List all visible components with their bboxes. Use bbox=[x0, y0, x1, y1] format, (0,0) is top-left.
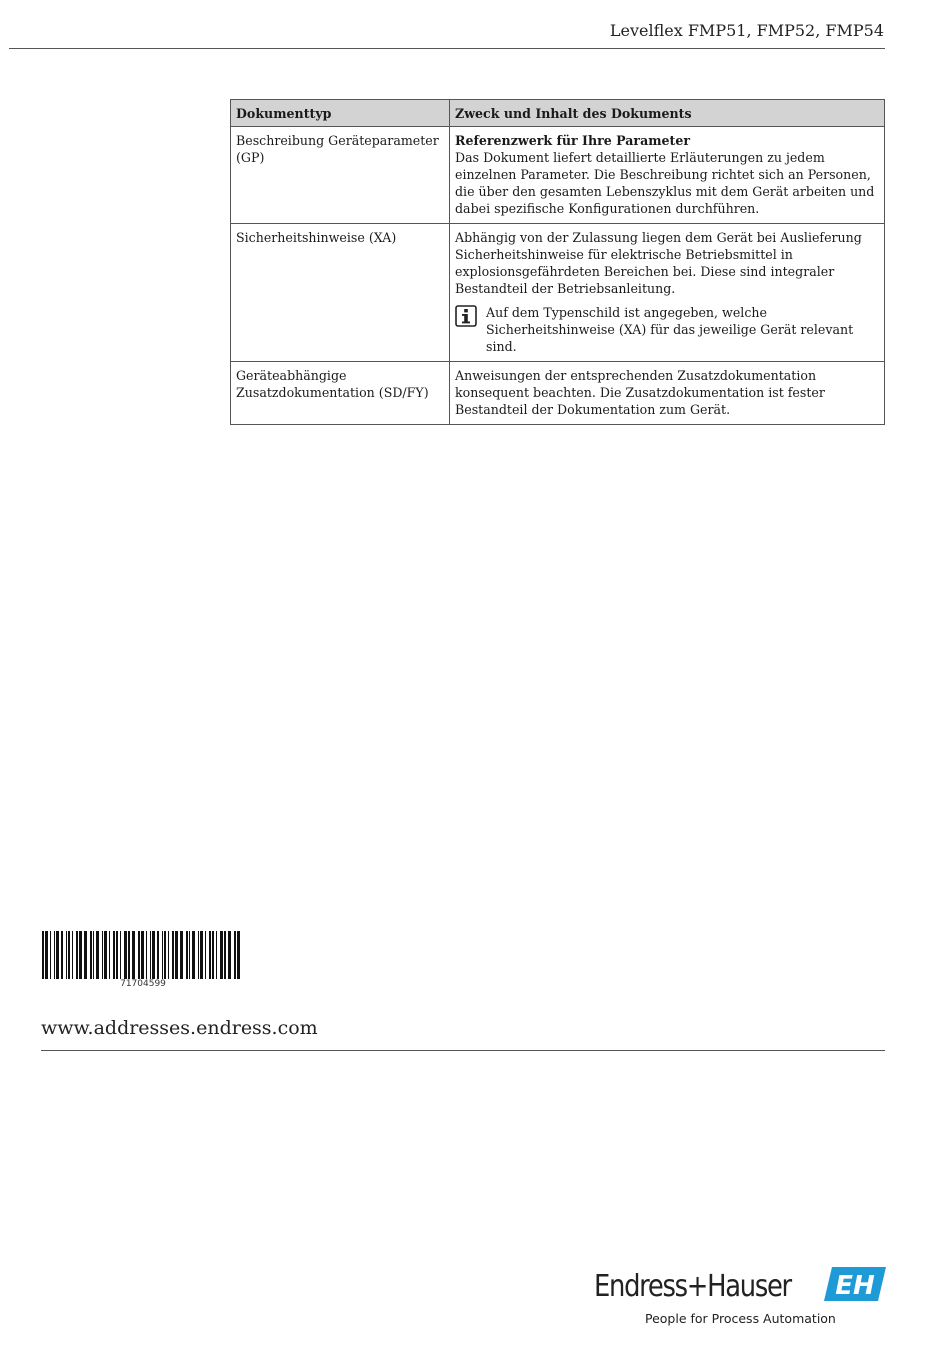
column-header-purpose: Zweck und Inhalt des Dokuments bbox=[450, 100, 885, 127]
barcode-bar bbox=[212, 931, 214, 979]
barcode-bar bbox=[104, 931, 107, 979]
table-row bbox=[231, 127, 885, 224]
logo-wordmark: Endress+Hauser bbox=[594, 1269, 791, 1304]
logo-mark-text: EH bbox=[835, 1271, 875, 1301]
barcode-bar bbox=[162, 931, 163, 979]
barcode-bar bbox=[54, 931, 55, 979]
table-row bbox=[231, 362, 885, 425]
barcode-bar bbox=[45, 931, 48, 979]
barcode-bar bbox=[79, 931, 82, 979]
barcode-bar bbox=[192, 931, 195, 979]
barcode-bar bbox=[66, 931, 67, 979]
barcode-bar bbox=[68, 931, 70, 979]
barcode-bar bbox=[157, 931, 159, 979]
barcode-bar bbox=[50, 931, 51, 979]
barcode-bar bbox=[120, 931, 121, 979]
barcode-bar bbox=[124, 931, 127, 979]
barcode-bar bbox=[186, 931, 188, 979]
purpose-text: Das Dokument liefert detaillierte Erläuterungen zu jedem einzelnen Parameter. Die Beschreibung richtet sich an Personen, die über den gesamten Lebenszyklus mit dem Gerät arbeiten und dabei spezifische Konfigurationen durchführen. bbox=[455, 150, 875, 216]
barcode-bar bbox=[128, 931, 130, 979]
barcode-bar bbox=[175, 931, 178, 979]
barcode-bar bbox=[96, 931, 99, 979]
document-type-cell: Beschreibung Geräteparameter (GP) bbox=[231, 127, 450, 224]
barcode-bar bbox=[150, 931, 151, 979]
barcode-bar bbox=[93, 931, 94, 979]
column-header-document-type: Dokumenttyp bbox=[231, 100, 450, 127]
info-note bbox=[455, 304, 879, 355]
barcode-bar bbox=[198, 931, 199, 979]
barcode-bar bbox=[72, 931, 73, 979]
website-link[interactable]: www.addresses.endress.com bbox=[41, 1017, 318, 1039]
barcode-bar bbox=[152, 931, 155, 979]
logo-tagline: People for Process Automation bbox=[645, 1311, 836, 1326]
barcode-bar bbox=[220, 931, 223, 979]
barcode-bar bbox=[116, 931, 118, 979]
barcode-bar bbox=[234, 931, 236, 979]
barcode-bar bbox=[180, 931, 183, 979]
barcode-bar bbox=[61, 931, 63, 979]
document-title: Levelflex FMP51, FMP52, FMP54 bbox=[609, 21, 884, 40]
header-divider bbox=[9, 48, 885, 49]
barcode-bar bbox=[168, 931, 169, 979]
barcode-bar bbox=[90, 931, 92, 979]
table-row bbox=[231, 224, 885, 362]
barcode-bar bbox=[141, 931, 144, 979]
barcode-bar bbox=[42, 931, 44, 979]
note-text: Auf dem Typenschild ist angegeben, welche Sicherheitshinweise (XA) für das jeweilige Gerät relevant sind. bbox=[486, 305, 854, 354]
barcode-bar bbox=[113, 931, 115, 979]
purpose-title: Referenzwerk für Ihre Parameter bbox=[455, 133, 691, 148]
barcode-bar bbox=[76, 931, 78, 979]
barcode-bar bbox=[209, 931, 211, 979]
document-type-cell: Sicherheitshinweise (XA) bbox=[231, 224, 450, 362]
barcode-bar bbox=[164, 931, 166, 979]
barcode-number: 71704599 bbox=[120, 979, 166, 989]
document-types-table bbox=[230, 99, 885, 425]
company-logo bbox=[594, 1265, 886, 1329]
purpose-cell bbox=[450, 224, 885, 362]
barcode-bar bbox=[146, 931, 147, 979]
barcode-bar bbox=[109, 931, 110, 979]
barcode-bar bbox=[189, 931, 190, 979]
barcode bbox=[42, 931, 244, 979]
barcode-bar bbox=[138, 931, 140, 979]
purpose-cell: Anweisungen der entsprechenden Zusatzdokumentation konsequent beachten. Die Zusatzdokumentation ist fester Bestandteil der Dokumentation zum Gerät. bbox=[450, 362, 885, 425]
barcode-bar bbox=[56, 931, 59, 979]
barcode-bar bbox=[102, 931, 103, 979]
purpose-cell bbox=[450, 127, 885, 224]
info-icon bbox=[455, 305, 477, 327]
document-type-cell: Geräteabhängige Zusatzdokumentation (SD/FY) bbox=[231, 362, 450, 425]
table-header-row bbox=[231, 100, 885, 127]
barcode-bar bbox=[216, 931, 217, 979]
barcode-bar bbox=[200, 931, 203, 979]
barcode-bar bbox=[228, 931, 231, 979]
barcode-bar bbox=[172, 931, 174, 979]
eh-logo-icon bbox=[824, 1267, 886, 1301]
barcode-bar bbox=[205, 931, 206, 979]
barcode-bar bbox=[84, 931, 87, 979]
purpose-text: Abhängig von der Zulassung liegen dem Gerät bei Auslieferung Sicherheitshinweise für elektrische Betriebsmittel in explosionsgefährdeten Bereichen bei. Diese sind integraler Bestandteil der Betriebsanleitung. bbox=[455, 230, 862, 296]
barcode-bar bbox=[132, 931, 135, 979]
footer-divider bbox=[41, 1050, 885, 1051]
barcode-bar bbox=[224, 931, 226, 979]
barcode-bar bbox=[237, 931, 240, 979]
